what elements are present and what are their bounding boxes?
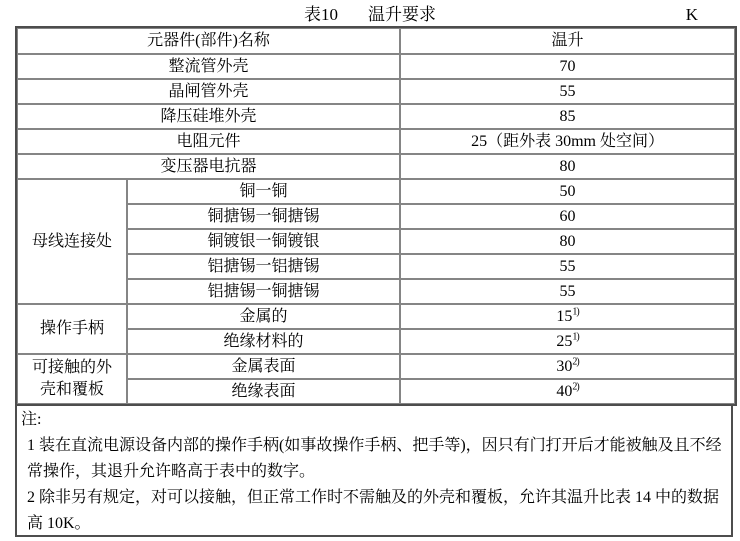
component-name-cell: 绝缘表面 [127, 379, 400, 404]
temp-value: 15 [556, 308, 573, 325]
temp-value-cell: 70 [400, 54, 735, 79]
note-ref-marker: 2) [572, 381, 579, 393]
temp-value-cell: 85 [400, 104, 735, 129]
header-component-cell: 元器件(部件)名称 [17, 28, 400, 54]
component-name-cell: 铝搪锡一铝搪锡 [127, 254, 400, 279]
component-name-cell: 铝搪锡一铜搪锡 [127, 279, 400, 304]
caption-text [0, 4, 740, 26]
temp-value: 25 [556, 333, 573, 350]
component-name-cell: 整流管外壳 [17, 54, 400, 79]
temperature-rise-table [15, 26, 737, 406]
group-label-cell: 母线连接处 [17, 179, 127, 304]
component-name-cell: 绝缘材料的 [127, 329, 400, 354]
table-row [17, 154, 735, 179]
component-name-cell: 金属的 [127, 304, 400, 329]
component-name-cell: 降压硅堆外壳 [17, 104, 400, 129]
note-ref-marker: 1) [572, 331, 579, 343]
component-name-cell: 金属表面 [127, 354, 400, 379]
table-row [17, 304, 735, 329]
note-item: 1 装在直流电源设备内部的操作手柄(如事故操作手柄、把手等)，因只有门打开后才能被触及且不经常操作，其退升允许略高于表中的数字。 [27, 437, 722, 480]
group-label-cell: 操作手柄 [17, 304, 127, 354]
table-row [17, 179, 735, 204]
temp-value: 30 [556, 358, 573, 375]
component-name-cell: 电阻元件 [17, 129, 400, 154]
temp-value-cell: 80 [400, 229, 735, 254]
table-row [17, 54, 735, 79]
table-row [17, 79, 735, 104]
component-name-cell: 铜搪锡一铜搪锡 [127, 204, 400, 229]
temp-value-cell: 55 [400, 279, 735, 304]
component-name-cell: 晶闸管外壳 [17, 79, 400, 104]
unit-label: K [685, 5, 698, 24]
table-caption [0, 0, 740, 26]
note-item: 2 除非另有规定，对可以接触，但正常工作时不需触及的外壳和覆板，允许其温升比表 14 中的数据高 10K。 [27, 489, 720, 532]
temp-value-cell [400, 329, 735, 354]
temp-value-cell [400, 304, 735, 329]
table-number: 表10 [304, 5, 338, 24]
note-ref-marker: 1) [572, 306, 579, 318]
component-name-cell: 铜镀银一铜镀银 [127, 229, 400, 254]
temp-value-cell: 80 [400, 154, 735, 179]
temp-value-cell: 55 [400, 79, 735, 104]
temp-value-cell: 50 [400, 179, 735, 204]
temp-value: 40 [556, 383, 573, 400]
note-ref-marker: 2) [572, 356, 579, 368]
component-name-cell: 铜一铜 [127, 179, 400, 204]
table-row [17, 354, 735, 379]
table-title: 温升要求 [368, 5, 436, 24]
temp-value-cell: 25（距外表 30mm 处空间） [400, 129, 735, 154]
table-row [17, 129, 735, 154]
component-name-cell: 变压器电抗器 [17, 154, 400, 179]
temp-value-cell: 55 [400, 254, 735, 279]
table-row [17, 104, 735, 129]
temp-value-cell [400, 379, 735, 404]
notes-label: 注: [21, 411, 42, 428]
temp-value-cell [400, 354, 735, 379]
header-row [17, 28, 735, 54]
temp-value-cell: 60 [400, 204, 735, 229]
notes-section [15, 406, 733, 537]
group-label-cell: 可接触的外壳和覆板 [17, 354, 127, 404]
header-temp-cell: 温升 [400, 28, 735, 54]
